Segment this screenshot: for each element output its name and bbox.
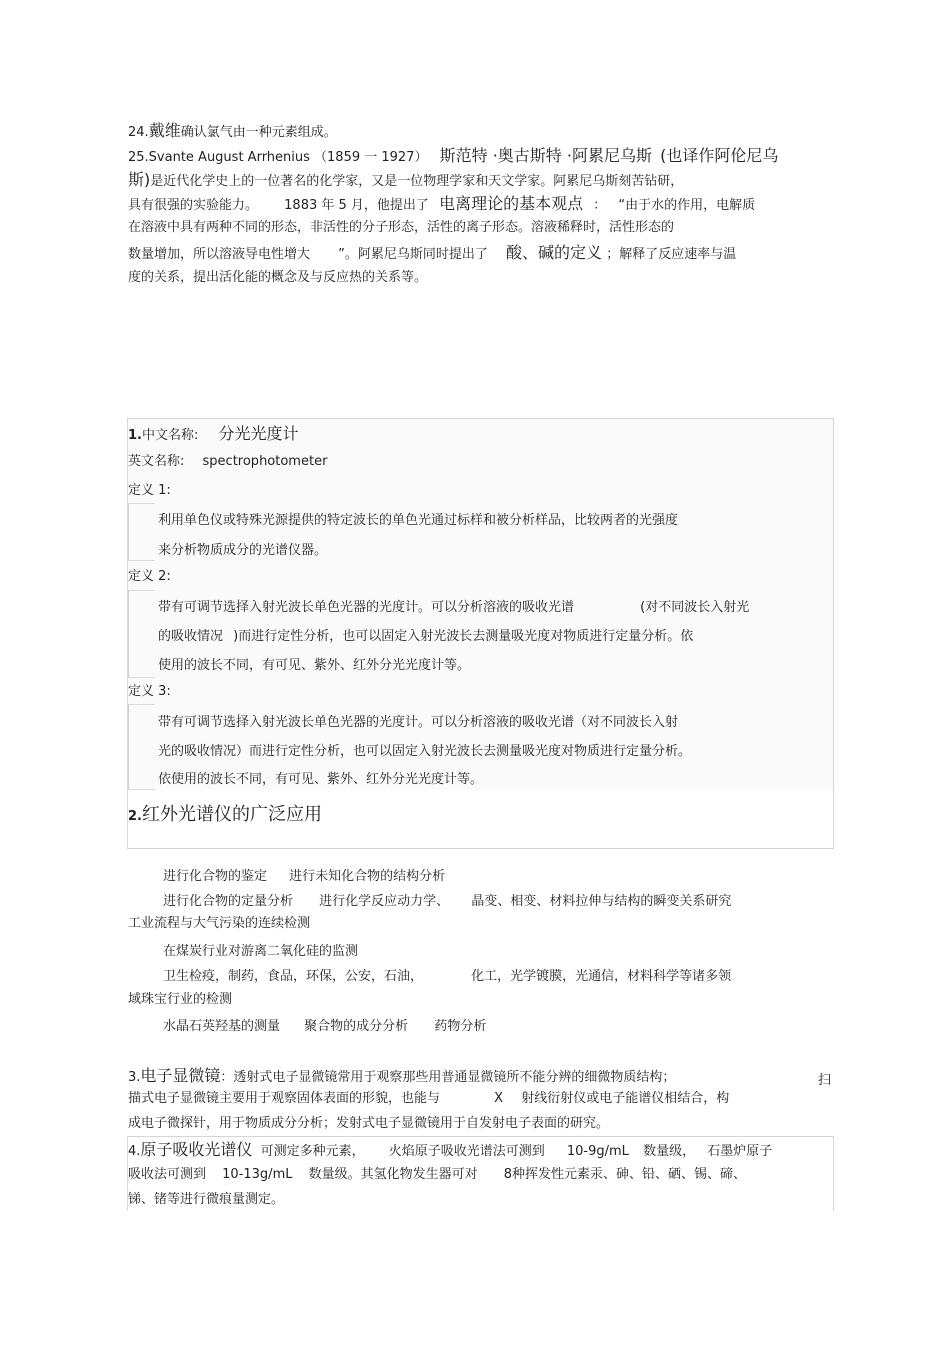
para-25-l1c: (也译作阿伦尼乌 [660, 146, 779, 165]
para-25-l5b: ”。阿累尼乌斯同时提出了 [338, 247, 488, 262]
section-3-l2a: 描式电子显微镜主要用于观察固体表面的形貌，也能与 [128, 1091, 441, 1106]
section-4-line-3: 锑、锗等进行微痕量测定。 [128, 1192, 285, 1207]
section-1-num: 1. [128, 428, 142, 443]
para-25-line-5 [128, 243, 736, 265]
section-4-l1b: 火焰原子吸收光谱法可测到 [388, 1144, 545, 1159]
para-25-l3d: ： [593, 198, 607, 213]
def-3-line-3: 依使用的波长不同，有可见、紫外、红外分光光度计等。 [158, 772, 484, 787]
para-24 [128, 121, 337, 143]
para-25-line-3 [128, 194, 755, 216]
section-4-num: 4. [128, 1144, 141, 1159]
section-2-title [128, 805, 322, 827]
para-24-name: 戴维 [148, 121, 181, 140]
section-4-l2d: 8种挥发性元素汞、砷、铅、硒、锡、碲、 [503, 1167, 747, 1182]
section-3-l2b: X [494, 1091, 504, 1106]
def-2-l1a: 带有可调节选择入射光波长单色光器的光度计。可以分析溶液的吸收光谱 [158, 600, 575, 615]
def-1-bar [128, 503, 155, 561]
para-25-l1a: 25.Svante August Arrhenius （1859 一 1927） [128, 150, 428, 165]
para-25-line-2 [128, 170, 683, 192]
section-4-l1c: 10-9g/mL [566, 1144, 629, 1159]
section-3-line-2 [128, 1089, 729, 1109]
section-2-row-3: 工业流程与大气污染的连续检测 [128, 916, 311, 931]
s2-r7c: 药物分析 [434, 1019, 487, 1034]
def-2-l2a: 的吸收情况 [158, 629, 224, 644]
def-3-line-1: 带有可调节选择入射光波长单色光器的光度计。可以分析溶液的吸收光谱（对不同波长入射 [158, 715, 679, 730]
section-4-l1e: 石墨炉原子 [707, 1144, 773, 1159]
def-2-line-2 [158, 625, 693, 644]
section-1-en-value: spectrophotometer [202, 454, 328, 469]
para-25-l3e: “由于水的作用，电解质 [618, 198, 756, 213]
def-2-l1b: (对不同波长入射光 [640, 600, 750, 615]
section-1-en [128, 452, 327, 472]
section-4-l2a: 吸收法可测到 [128, 1167, 207, 1182]
def-2-line-1 [158, 596, 749, 615]
section-2-row-2 [163, 890, 731, 909]
para-25-l2b: 是近代化学史上的一位著名的化学家，又是一位物理学家和天文学家。阿累尼乌斯刻苦钻研， [150, 174, 684, 189]
para-24-num: 24. [128, 125, 149, 140]
para-25-l3c: 电离理论的基本观点 [439, 194, 584, 213]
para-25-l1b: 斯范特 ·奥古斯特 ·阿累尼乌斯 [439, 146, 652, 165]
para-25-l5d: ；解释了反应速率与温 [606, 247, 737, 262]
para-25-l3a: 具有很强的实验能力。 [128, 198, 259, 213]
para-25-l6: 度的关系，提出活化能的概念及与反应热的关系等。 [128, 270, 428, 285]
section-2-title-text: 红外光谱仪的广泛应用 [141, 804, 322, 825]
s2-r7b: 聚合物的成分分析 [304, 1019, 409, 1034]
section-3-l1b: 扫 [818, 1073, 832, 1088]
def-1-line-1: 利用单色仪或特殊光源提供的特定波长的单色光通过标样和被分析样品，比较两者的光强度 [158, 513, 679, 528]
def-3-label: 定义 3: [128, 684, 171, 699]
section-1-label: 中文名称: [141, 428, 199, 443]
section-3-l2c: 射线衍射仪或电子能谱仪相结合，构 [521, 1091, 730, 1106]
para-24-text: 确认氯气由一种元素组成。 [180, 125, 337, 140]
s2-r1b: 进行未知化合物的结构分析 [289, 869, 446, 884]
section-2-row-1 [163, 865, 445, 884]
para-25-l4: 在溶液中具有两种不同的形态，非活性的分子形态，活性的离子形态。溶液稀释时，活性形态的 [128, 220, 675, 235]
para-25-l5a: 数量增加，所以溶液导电性增大 [128, 247, 311, 262]
section-1-title-value: 分光光度计 [218, 424, 299, 443]
section-4-l1d: 数量级， [643, 1144, 696, 1159]
section-2-row-5 [163, 965, 731, 984]
s2-r7a: 水晶石英羟基的测量 [163, 1019, 281, 1034]
section-3-title: 电子显微镜 [140, 1066, 221, 1085]
section-4-title: 原子吸收光谱仪 [140, 1140, 253, 1159]
section-4-line-2 [128, 1165, 746, 1185]
section-4-line-1 [128, 1140, 772, 1162]
para-25-line-4 [128, 218, 674, 238]
para-25-line-1 [128, 146, 778, 168]
s2-r1a: 进行化合物的鉴定 [163, 869, 268, 884]
section-2-row-7 [163, 1015, 486, 1034]
para-25-line-6 [128, 268, 427, 288]
s2-r2b: 进行化学反应动力学、 [319, 894, 450, 909]
s2-r2c: 晶变、相变、材料拉伸与结构的瞬变关系研究 [471, 894, 732, 909]
section-3-l1a: ：透射式电子显微镜常用于观察那些用普通显微镜所不能分辨的细微物质结构； [220, 1070, 676, 1085]
def-2-bar [128, 590, 155, 678]
section-3-num: 3. [128, 1070, 141, 1085]
para-25-l2a: 斯) [128, 170, 151, 189]
s2-r5b: 化工，光学镀膜，光通信，材料科学等诸多领 [471, 969, 732, 984]
def-2-l2b: )而进行定性分析，也可以固定入射光波长去测量吸光度对物质进行定量分析。依 [233, 629, 694, 644]
section-3-line-3: 成电子微探针，用于物质成分分析；发射式电子显微镜用于自发射电子表面的研究。 [128, 1116, 610, 1131]
s2-r5a: 卫生检疫，制药，食品，环保，公安，石油， [163, 969, 424, 984]
def-3-line-2: 光的吸收情况）而进行定性分析，也可以固定入射光波长去测量吸光度对物质进行定量分析。 [158, 744, 692, 759]
s2-r2a: 进行化合物的定量分析 [163, 894, 294, 909]
section-1-en-label: 英文名称: [128, 454, 185, 469]
section-2-row-4: 在煤炭行业对游离二氧化硅的监测 [163, 944, 359, 959]
section-4-l2c: 数量级。其氢化物发生器可对 [308, 1167, 478, 1182]
section-3-line-1 [128, 1066, 675, 1088]
def-1-label: 定义 1: [128, 483, 171, 498]
para-25-l3b: 1883 年 5 月，他提出了 [284, 198, 429, 213]
def-2-label: 定义 2: [128, 569, 171, 584]
section-4-l1a: 可测定多种元素， [260, 1144, 365, 1159]
section-4-l2b: 10-13g/mL [222, 1167, 293, 1182]
def-1-line-2: 来分析物质成分的光谱仪器。 [158, 543, 328, 558]
def-2-line-3: 使用的波长不同，有可见、紫外、红外分光光度计等。 [158, 658, 471, 673]
section-2-row-6: 域珠宝行业的检测 [128, 992, 233, 1007]
def-3-bar [128, 704, 155, 790]
para-25-l5c: 酸、碱的定义 [506, 243, 603, 262]
section-2-num: 2. [128, 809, 142, 824]
section-1-title [128, 424, 299, 446]
